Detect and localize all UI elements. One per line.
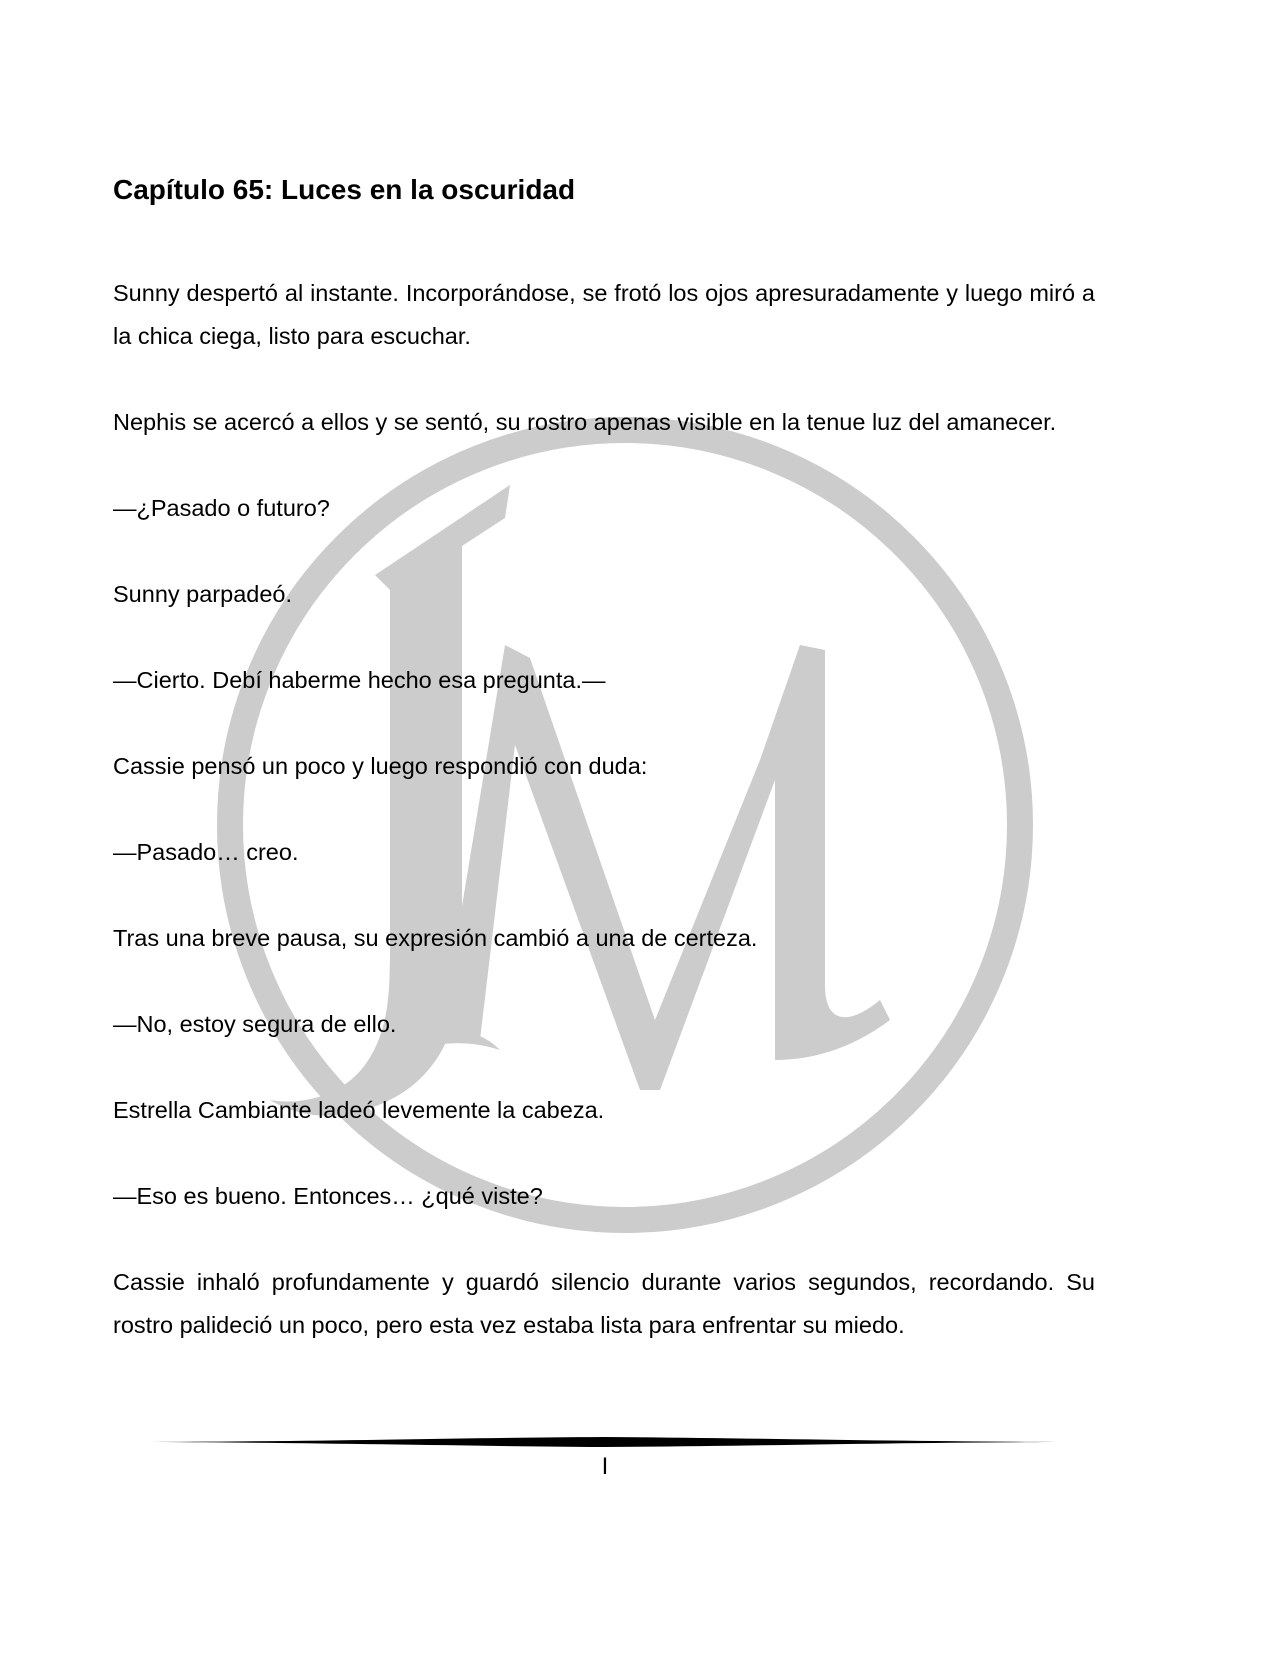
page-number: I <box>601 1453 609 1480</box>
paragraph: Cassie pensó un poco y luego respondió con duda: <box>113 753 648 779</box>
paragraph: Nephis se acercó a ellos y se sentó, su rostro apenas visible en la tenue luz del amanecer. <box>113 409 1057 435</box>
paragraph: —¿Pasado o futuro? <box>113 495 330 521</box>
chapter-title: Capítulo 65: Luces en la oscuridad <box>113 174 576 205</box>
paragraph: —Cierto. Debí haberme hecho esa pregunta.— <box>113 667 606 693</box>
paragraph: Cassie inhaló profundamente y guardó silencio durante varios segundos, recordando. Su rostro palideció un poco, pero esta vez estaba lista para enfrentar su miedo. <box>113 1269 1095 1338</box>
paragraph: Sunny despertó al instante. Incorporándose, se frotó los ojos apresuradamente y luego miró a la chica ciega, listo para escuchar. <box>113 280 1095 349</box>
paragraph: —No, estoy segura de ello. <box>113 1011 397 1037</box>
paragraph: Estrella Cambiante ladeó levemente la cabeza. <box>113 1097 605 1123</box>
paragraph: Sunny parpadeó. <box>113 581 293 607</box>
paragraph: Tras una breve pausa, su expresión cambió a una de certeza. <box>113 925 758 951</box>
paragraph: —Eso es bueno. Entonces… ¿qué viste? <box>113 1183 543 1209</box>
footer-divider <box>152 1436 1056 1448</box>
document-body <box>113 170 1095 1390</box>
paragraph: —Pasado… creo. <box>113 839 299 865</box>
